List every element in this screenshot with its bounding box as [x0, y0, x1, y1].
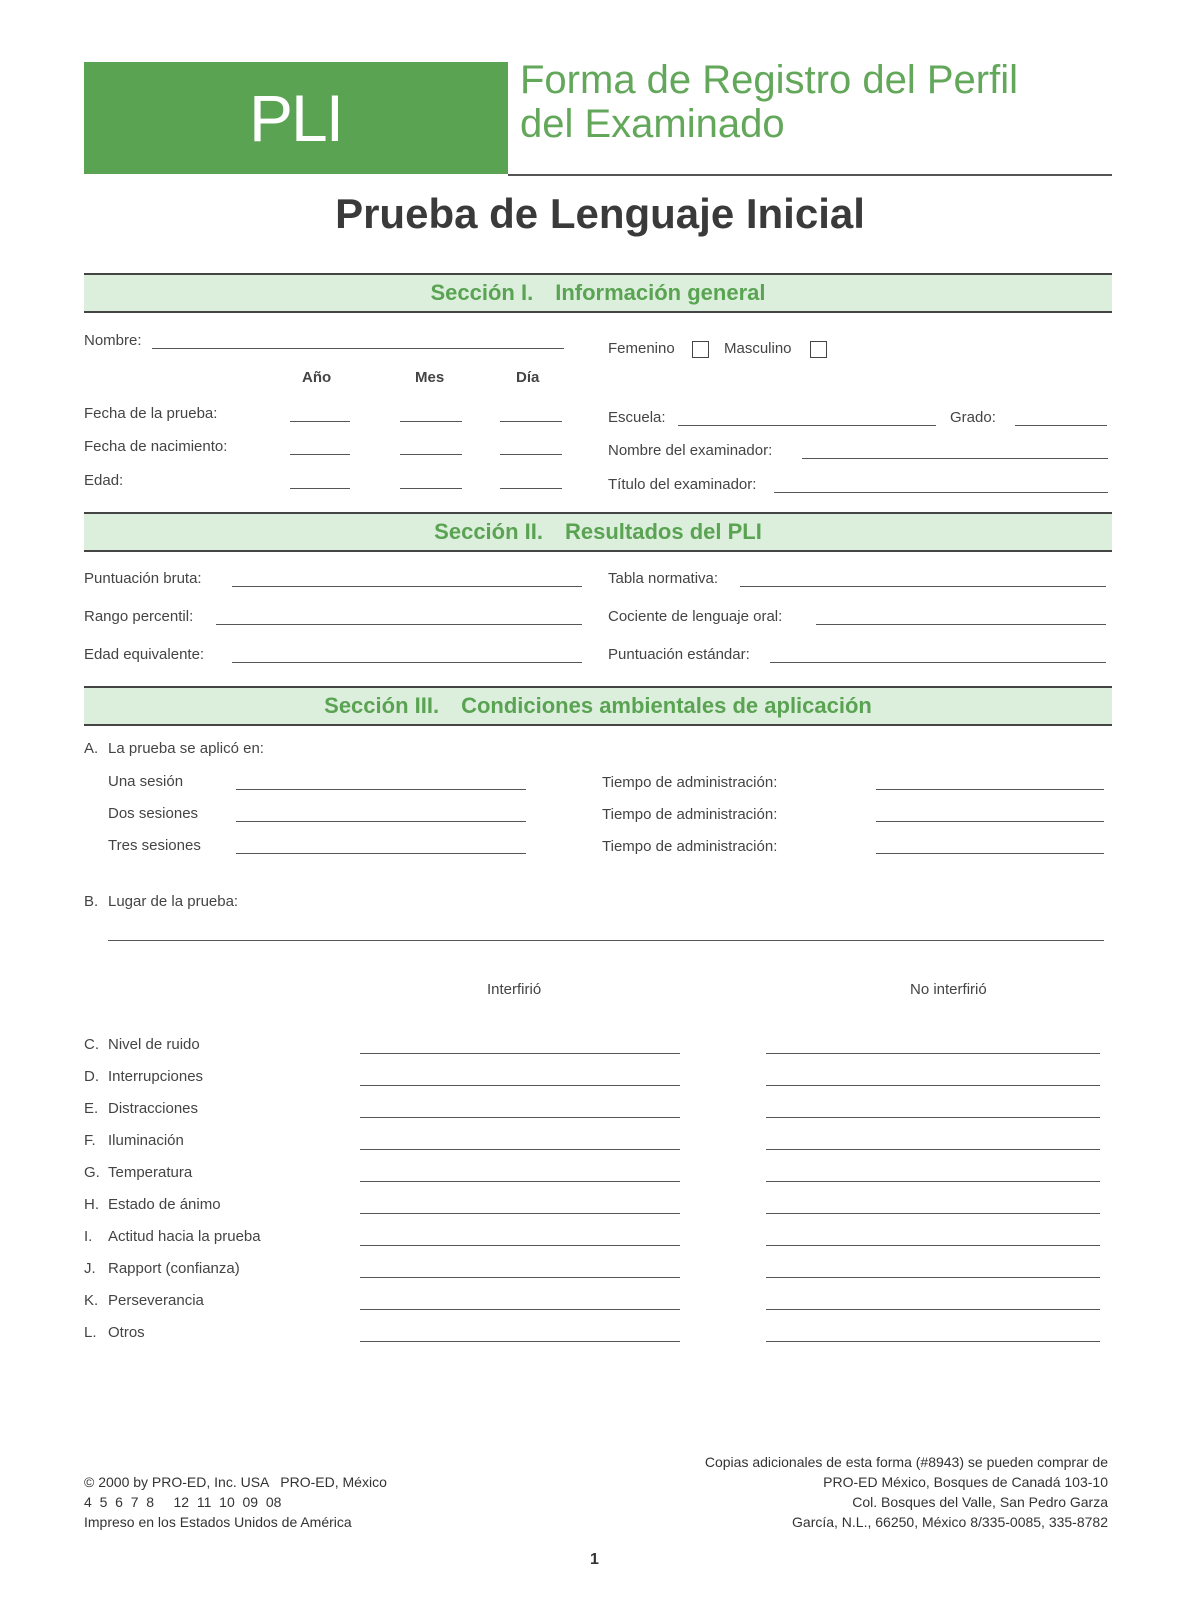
page-number: 1: [590, 1551, 599, 1568]
logo-text: PLI: [249, 81, 343, 155]
copies-text-4: García, N.L., 66250, México 8/335-0085, 335-8782: [792, 1514, 1108, 1530]
fecha-prueba-anio-field[interactable]: [290, 421, 350, 422]
condition-label: Nivel de ruido: [108, 1036, 200, 1053]
copies-text-2: PRO-ED México, Bosques de Canadá 103-10: [823, 1474, 1108, 1490]
session-2-label: Dos sesiones: [108, 805, 199, 822]
condition-letter: G.: [84, 1164, 100, 1181]
b-label: Lugar de la prueba:: [108, 893, 239, 910]
no-interfirio-field[interactable]: [766, 1117, 1100, 1118]
condition-label: Perseverancia: [108, 1292, 204, 1309]
nombre-label: Nombre:: [84, 332, 142, 349]
lugar-prueba-field[interactable]: [108, 940, 1104, 941]
session-3-field[interactable]: [236, 853, 526, 854]
form-title: [520, 58, 1018, 146]
nombre-examinador-field[interactable]: [802, 458, 1108, 459]
condition-label: Rapport (confianza): [108, 1260, 240, 1277]
interfirio-field[interactable]: [360, 1309, 680, 1310]
interfirio-field[interactable]: [360, 1341, 680, 1342]
copies-text-1: Copias adicionales de esta forma (#8943) se pueden comprar de: [704, 1454, 1108, 1470]
fecha-nacimiento-label: Fecha de nacimiento:: [84, 438, 228, 455]
condition-letter: E.: [84, 1100, 99, 1117]
no-interfirio-field[interactable]: [766, 1277, 1100, 1278]
printing-numbers: 4 5 6 7 8 12 11 10 09 08: [84, 1494, 282, 1510]
section-1-number: Sección I.: [430, 280, 534, 305]
copyright-text: © 2000 by PRO-ED, Inc. USA PRO-ED, México: [84, 1474, 387, 1490]
no-interfirio-field[interactable]: [766, 1085, 1100, 1086]
edad-anio-field[interactable]: [290, 488, 350, 489]
fecha-nacimiento-anio-field[interactable]: [290, 454, 350, 455]
col-mes: Mes: [415, 369, 445, 386]
titulo-examinador-label: Título del examinador:: [608, 476, 757, 493]
interfirio-field[interactable]: [360, 1277, 680, 1278]
rango-percentil-label: Rango percentil:: [84, 608, 194, 625]
col-interfirio: Interfirió: [487, 981, 542, 998]
session-3-label: Tres sesiones: [108, 837, 201, 854]
fecha-prueba-label: Fecha de la prueba:: [84, 405, 218, 422]
tiempo-1-label: Tiempo de administración:: [602, 774, 778, 791]
condition-label: Estado de ánimo: [108, 1196, 221, 1213]
no-interfirio-field[interactable]: [766, 1213, 1100, 1214]
col-dia: Día: [516, 369, 540, 386]
interfirio-field[interactable]: [360, 1213, 680, 1214]
condition-label: Distracciones: [108, 1100, 199, 1117]
interfirio-field[interactable]: [360, 1117, 680, 1118]
a-letter: A.: [84, 740, 99, 757]
form-title-line2: del Examinado: [520, 102, 785, 146]
tabla-normativa-field[interactable]: [740, 586, 1106, 587]
section-2-number: Sección II.: [434, 519, 543, 544]
rango-percentil-field[interactable]: [216, 624, 582, 625]
col-anio: Año: [302, 369, 332, 386]
b-letter: B.: [84, 893, 99, 910]
tiempo-2-label: Tiempo de administración:: [602, 806, 778, 823]
session-2-field[interactable]: [236, 821, 526, 822]
fecha-prueba-mes-field[interactable]: [400, 421, 462, 422]
femenino-checkbox[interactable]: [692, 341, 709, 358]
interfirio-field[interactable]: [360, 1181, 680, 1182]
fecha-nacimiento-mes-field[interactable]: [400, 454, 462, 455]
cociente-field[interactable]: [816, 624, 1106, 625]
edad-dia-field[interactable]: [500, 488, 562, 489]
edad-equivalente-field[interactable]: [232, 662, 582, 663]
no-interfirio-field[interactable]: [766, 1309, 1100, 1310]
edad-label: Edad:: [84, 472, 124, 489]
condition-letter: C.: [84, 1036, 99, 1053]
condition-letter: I.: [84, 1228, 93, 1245]
interfirio-field[interactable]: [360, 1085, 680, 1086]
puntuacion-estandar-field[interactable]: [770, 662, 1106, 663]
condition-label: Iluminación: [108, 1132, 184, 1149]
condition-label: Otros: [108, 1324, 145, 1341]
fecha-prueba-dia-field[interactable]: [500, 421, 562, 422]
puntuacion-estandar-label: Puntuación estándar:: [608, 646, 750, 663]
interfirio-field[interactable]: [360, 1149, 680, 1150]
no-interfirio-field[interactable]: [766, 1245, 1100, 1246]
puntuacion-bruta-label: Puntuación bruta:: [84, 570, 202, 587]
grado-field[interactable]: [1015, 425, 1107, 426]
nombre-examinador-label: Nombre del examinador:: [608, 442, 773, 459]
edad-mes-field[interactable]: [400, 488, 462, 489]
section-2-bar: [84, 512, 1112, 552]
condition-letter: J.: [84, 1260, 96, 1277]
puntuacion-bruta-field[interactable]: [232, 586, 582, 587]
interfirio-field[interactable]: [360, 1245, 680, 1246]
condition-label: Actitud hacia la prueba: [108, 1228, 261, 1245]
condition-letter: D.: [84, 1068, 99, 1085]
titulo-examinador-field[interactable]: [774, 492, 1108, 493]
section-2-title: Resultados del PLI: [565, 519, 762, 544]
main-title: Prueba de Lenguaje Inicial: [335, 190, 865, 237]
session-1-label: Una sesión: [108, 773, 184, 790]
form-title-line1: Forma de Registro del Perfil: [520, 58, 1018, 102]
no-interfirio-field[interactable]: [766, 1341, 1100, 1342]
nombre-field[interactable]: [152, 348, 564, 349]
tiempo-2-field[interactable]: [876, 821, 1104, 822]
no-interfirio-field[interactable]: [766, 1181, 1100, 1182]
tiempo-3-label: Tiempo de administración:: [602, 838, 778, 855]
a-label: La prueba se aplicó en:: [108, 740, 264, 757]
section-1-bar: [84, 273, 1112, 313]
tiempo-3-field[interactable]: [876, 853, 1104, 854]
condition-letter: L.: [84, 1324, 97, 1341]
no-interfirio-field[interactable]: [766, 1053, 1100, 1054]
tiempo-1-field[interactable]: [876, 789, 1104, 790]
no-interfirio-field[interactable]: [766, 1149, 1100, 1150]
copies-text-3: Col. Bosques del Valle, San Pedro Garza: [852, 1494, 1108, 1510]
section-3-title: Condiciones ambientales de aplicación: [461, 693, 872, 718]
header-rule: [508, 174, 1112, 176]
edad-equivalente-label: Edad equivalente:: [84, 646, 205, 663]
section-3-number: Sección III.: [324, 693, 440, 718]
section-3-bar: [84, 686, 1112, 726]
masculino-label: Masculino: [724, 340, 792, 357]
masculino-checkbox[interactable]: [810, 341, 827, 358]
femenino-label: Femenino: [608, 340, 675, 357]
interfirio-field[interactable]: [360, 1053, 680, 1054]
escuela-field[interactable]: [678, 425, 936, 426]
condition-letter: F.: [84, 1132, 96, 1149]
session-1-field[interactable]: [236, 789, 526, 790]
cociente-label: Cociente de lenguaje oral:: [608, 608, 783, 625]
fecha-nacimiento-dia-field[interactable]: [500, 454, 562, 455]
grado-label: Grado:: [950, 409, 996, 426]
tabla-normativa-label: Tabla normativa:: [608, 570, 719, 587]
condition-label: Temperatura: [108, 1164, 193, 1181]
col-no-interfirio: No interfirió: [910, 981, 987, 998]
condition-letter: K.: [84, 1292, 99, 1309]
condition-label: Interrupciones: [108, 1068, 204, 1085]
printed-in-text: Impreso en los Estados Unidos de América: [84, 1514, 352, 1530]
logo-box: [84, 62, 508, 174]
condition-letter: H.: [84, 1196, 99, 1213]
section-1-title: Información general: [555, 280, 766, 305]
escuela-label: Escuela:: [608, 409, 666, 426]
